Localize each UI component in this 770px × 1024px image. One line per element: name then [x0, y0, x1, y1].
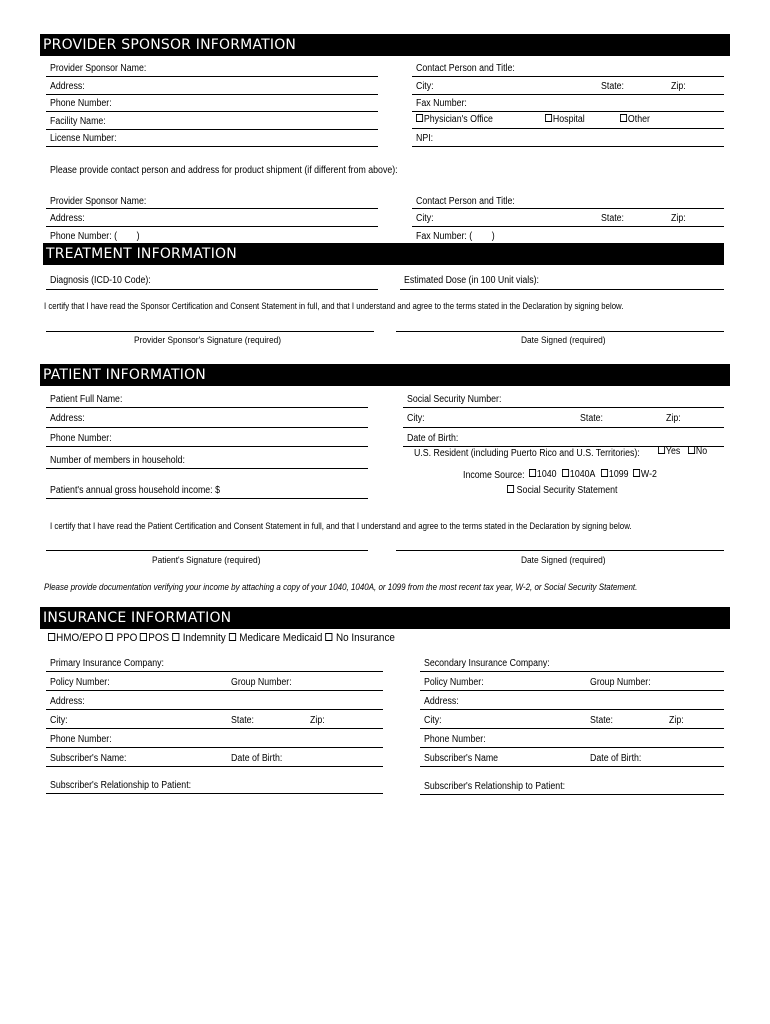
field-line-secondary-city-state-zip[interactable] — [420, 728, 724, 729]
field-label-patient-zip: Zip: — [666, 413, 681, 424]
field-line-primary-relationship[interactable] — [46, 793, 383, 794]
checkbox-icon[interactable] — [325, 633, 332, 641]
option-resident-no[interactable]: No — [688, 446, 707, 458]
field-line-household-members[interactable] — [46, 468, 368, 469]
patient-date-line[interactable] — [396, 550, 724, 551]
field-label-patient-address: Address: — [50, 413, 85, 424]
field-label-patient-city: City: — [407, 413, 425, 424]
shipment-note: Please provide contact person and address for product shipment (if different from above): — [50, 165, 398, 176]
patient-date-label: Date Signed (required) — [521, 555, 606, 566]
checkbox-icon[interactable] — [529, 469, 536, 477]
option-plan-ppo[interactable]: PPO — [106, 632, 138, 644]
field-line-ship-contact[interactable] — [412, 208, 724, 209]
option-src-social-security[interactable]: Social Security Statement — [507, 485, 617, 497]
field-label-npi: NPI: — [416, 133, 434, 144]
option-src-1099[interactable]: 1099 — [601, 469, 629, 481]
option-plan-medicare[interactable]: Medicare Medicaid — [228, 632, 322, 644]
sponsor-date-line[interactable] — [396, 331, 724, 332]
sponsor-signature-label: Provider Sponsor's Signature (required) — [134, 335, 282, 346]
patient-certify-statement: I certify that I have read the Patient Certification and Consent Statement in full, and that I understand and agree to the terms stated in the Declaration by signing below. — [50, 521, 632, 532]
field-label-primary-zip: Zip: — [310, 715, 325, 726]
field-line-facility[interactable] — [46, 129, 378, 130]
field-label-patient-name: Patient Full Name: — [50, 394, 123, 405]
checkbox-icon[interactable] — [48, 633, 55, 641]
field-line-primary-policy-group[interactable] — [46, 690, 383, 691]
checkbox-icon[interactable] — [106, 633, 113, 641]
field-line-primary-city-state-zip[interactable] — [46, 728, 383, 729]
field-line-secondary-relationship[interactable] — [420, 794, 724, 795]
option-other[interactable]: Other — [620, 114, 650, 126]
patient-signature-line[interactable] — [46, 550, 368, 551]
field-label-sponsor-name: Provider Sponsor Name: — [50, 63, 147, 74]
field-label-secondary-zip: Zip: — [669, 715, 684, 726]
field-label-ship-state: State: — [601, 213, 625, 224]
field-label-primary-company: Primary Insurance Company: — [50, 658, 164, 669]
field-line-secondary-policy-group[interactable] — [420, 690, 724, 691]
field-label-secondary-company: Secondary Insurance Company: — [424, 658, 550, 669]
field-label-secondary-group: Group Number: — [590, 677, 651, 688]
field-label-dose: Estimated Dose (in 100 Unit vials): — [404, 275, 539, 286]
field-label-secondary-subscriber: Subscriber's Name — [424, 753, 499, 764]
field-label-phone: Phone Number: — [50, 98, 112, 109]
section-header-treatment: TREATMENT INFORMATION — [43, 243, 724, 265]
sponsor-signature-line[interactable] — [46, 331, 374, 332]
option-src-1040a[interactable]: 1040A — [562, 469, 595, 481]
field-label-household-income: Patient's annual gross household income: $ — [50, 485, 220, 496]
option-plan-indemnity[interactable]: Indemnity — [172, 632, 226, 644]
field-line-ship-sponsor-name[interactable] — [46, 208, 378, 209]
option-resident-yes[interactable]: Yes — [658, 446, 680, 458]
field-line-primary-subscriber[interactable] — [46, 766, 383, 767]
field-label-primary-state: State: — [231, 715, 255, 726]
field-line-household-income[interactable] — [46, 498, 368, 499]
checkbox-icon[interactable] — [507, 485, 514, 493]
field-label-primary-dob: Date of Birth: — [231, 753, 283, 764]
field-label-patient-dob: Date of Birth: — [407, 433, 459, 444]
field-label-ship-address: Address: — [50, 213, 85, 224]
field-label-secondary-dob: Date of Birth: — [590, 753, 642, 764]
field-label-contact: Contact Person and Title: — [416, 63, 515, 74]
field-label-ship-contact: Contact Person and Title: — [416, 196, 515, 207]
field-line-facility-type — [412, 128, 724, 129]
field-line-ship-address[interactable] — [46, 226, 378, 227]
checkbox-icon[interactable] — [228, 633, 235, 641]
field-label-primary-group: Group Number: — [231, 677, 292, 688]
field-label-primary-subscriber: Subscriber's Name: — [50, 753, 127, 764]
field-line-secondary-address[interactable] — [420, 709, 724, 710]
checkbox-icon[interactable] — [562, 469, 569, 477]
field-label-city: City: — [416, 81, 434, 92]
field-label-ssn: Social Security Number: — [407, 394, 502, 405]
field-label-secondary-policy: Policy Number: — [424, 677, 484, 688]
field-label-secondary-city: City: — [424, 715, 442, 726]
field-label-secondary-address: Address: — [424, 696, 459, 707]
field-label-ship-phone: Phone Number: ( ) — [50, 231, 140, 242]
field-label-us-resident: U.S. Resident (including Puerto Rico and U.S. Territories): — [414, 448, 640, 459]
field-label-zip: Zip: — [671, 81, 686, 92]
field-label-ship-sponsor-name: Provider Sponsor Name: — [50, 196, 147, 207]
field-line-phone[interactable] — [46, 111, 378, 112]
section-header-provider: PROVIDER SPONSOR INFORMATION — [40, 34, 730, 56]
field-label-ship-zip: Zip: — [671, 213, 686, 224]
option-physicians-office[interactable]: Physician's Office — [416, 114, 493, 126]
field-label-patient-state: State: — [580, 413, 604, 424]
field-line-secondary-phone[interactable] — [420, 747, 724, 748]
field-label-ship-city: City: — [416, 213, 434, 224]
sponsor-certify-statement: I certify that I have read the Sponsor Certification and Consent Statement in full, and that I understand and agree to the terms stated in the Declaration by signing below. — [44, 301, 624, 312]
field-line-license[interactable] — [46, 146, 378, 147]
field-label-diagnosis: Diagnosis (ICD-10 Code): — [50, 275, 151, 286]
field-line-patient-phone[interactable] — [46, 446, 368, 447]
field-label-household-members: Number of members in household: — [50, 455, 186, 466]
option-plan-none[interactable]: No Insurance — [325, 632, 395, 644]
checkbox-icon[interactable] — [633, 469, 640, 477]
field-line-ssn[interactable] — [403, 407, 724, 408]
field-label-ship-fax: Fax Number: ( ) — [416, 231, 495, 242]
checkbox-icon[interactable] — [658, 446, 665, 454]
field-line-secondary-subscriber[interactable] — [420, 766, 724, 767]
field-line-patient-name[interactable] — [46, 407, 368, 408]
sponsor-date-label: Date Signed (required) — [521, 335, 606, 346]
field-label-secondary-phone: Phone Number: — [424, 734, 486, 745]
field-line-sponsor-name[interactable] — [46, 76, 378, 77]
field-label-patient-phone: Phone Number: — [50, 433, 112, 444]
field-label-primary-relationship: Subscriber's Relationship to Patient: — [50, 780, 192, 791]
checkbox-icon[interactable] — [688, 446, 695, 454]
checkbox-icon[interactable] — [140, 633, 147, 641]
field-line-diagnosis[interactable] — [46, 289, 378, 290]
option-src-w2[interactable]: W-2 — [633, 469, 657, 481]
insurance-plan-types — [48, 632, 395, 644]
field-line-patient-city-state-zip[interactable] — [403, 427, 724, 428]
field-line-address[interactable] — [46, 94, 378, 95]
field-label-secondary-state: State: — [590, 715, 614, 726]
field-label-primary-policy: Policy Number: — [50, 677, 110, 688]
field-line-primary-address[interactable] — [46, 709, 383, 710]
checkbox-icon[interactable] — [545, 114, 552, 122]
field-line-ship-city-state-zip[interactable] — [412, 226, 724, 227]
field-line-secondary-company[interactable] — [420, 671, 724, 672]
field-label-address: Address: — [50, 81, 85, 92]
option-plan-pos[interactable]: POS — [140, 632, 169, 644]
field-label-secondary-relationship: Subscriber's Relationship to Patient: — [424, 781, 566, 792]
field-label-fax: Fax Number: — [416, 98, 467, 109]
field-label-primary-address: Address: — [50, 696, 85, 707]
field-label-state: State: — [601, 81, 625, 92]
field-line-primary-company[interactable] — [46, 671, 383, 672]
field-line-npi[interactable] — [412, 146, 724, 147]
option-src-1040[interactable]: 1040 — [529, 469, 557, 481]
field-line-dose[interactable] — [400, 289, 724, 290]
section-header-insurance: INSURANCE INFORMATION — [40, 607, 730, 629]
field-line-primary-phone[interactable] — [46, 747, 383, 748]
section-header-patient: PATIENT INFORMATION — [40, 364, 730, 386]
field-line-contact[interactable] — [412, 76, 724, 77]
field-label-income-source: Income Source: — [463, 470, 525, 481]
field-label-facility: Facility Name: — [50, 116, 106, 127]
option-hospital[interactable]: Hospital — [545, 114, 585, 126]
checkbox-icon[interactable] — [416, 114, 423, 122]
field-line-patient-address[interactable] — [46, 427, 368, 428]
field-line-city-state-zip[interactable] — [412, 94, 724, 95]
field-label-primary-city: City: — [50, 715, 68, 726]
field-label-license: License Number: — [50, 133, 117, 144]
patient-signature-label: Patient's Signature (required) — [152, 555, 261, 566]
field-line-fax[interactable] — [412, 111, 724, 112]
checkbox-icon[interactable] — [620, 114, 627, 122]
checkbox-icon[interactable] — [601, 469, 608, 477]
option-plan-hmo[interactable]: HMO/EPO — [48, 632, 103, 644]
income-documentation-note: Please provide documentation verifying your income by attaching a copy of your 1040, 1040A, or 1099 from the most recent tax year, W-2, or Social Security Statement. — [44, 582, 638, 593]
field-label-primary-phone: Phone Number: — [50, 734, 112, 745]
checkbox-icon[interactable] — [172, 633, 179, 641]
